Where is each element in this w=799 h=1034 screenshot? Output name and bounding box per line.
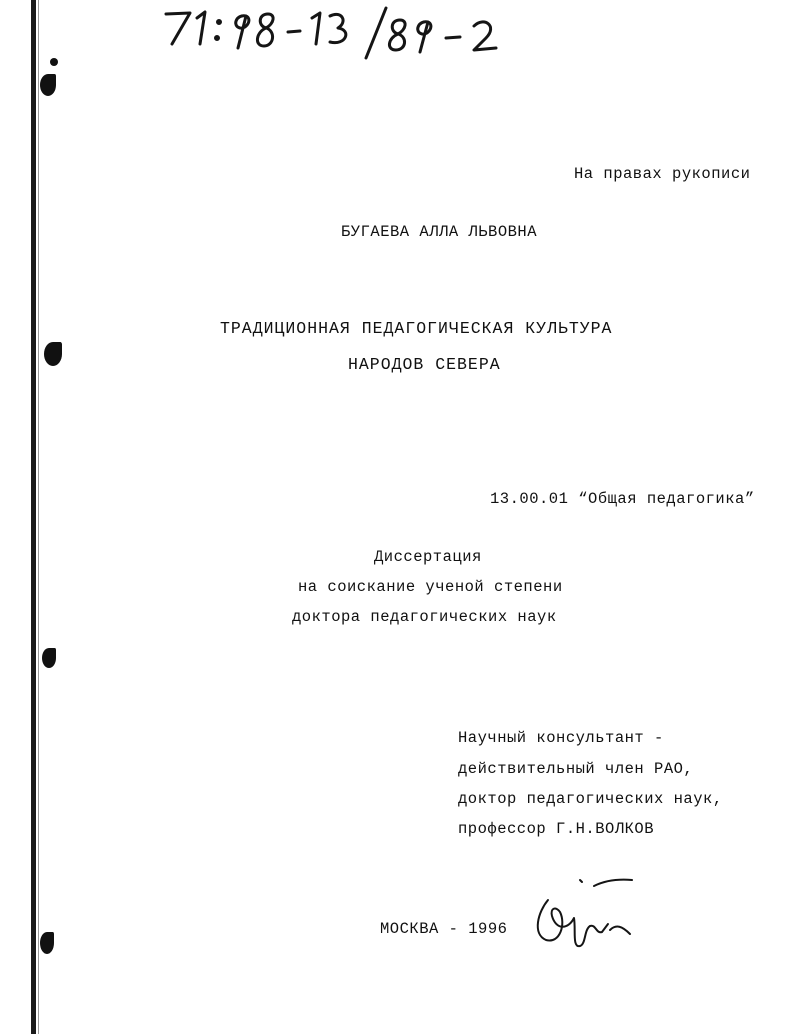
specialty-code: 13.00.01 “Общая педагогика” <box>490 490 755 508</box>
place-and-year: МОСКВА - 1996 <box>380 920 508 938</box>
consultant-name: профессор Г.Н.ВОЛКОВ <box>458 820 655 838</box>
degree-line-2: доктора педагогических наук <box>292 608 557 626</box>
consultant-membership: действительный член РАО, <box>458 760 694 778</box>
consultant-degree: доктор педагогических наук, <box>458 790 723 808</box>
dissertation-label: Диссертация <box>374 548 482 566</box>
thesis-title-line-1: ТРАДИЦИОННАЯ ПЕДАГОГИЧЕСКАЯ КУЛЬТУРА <box>220 319 613 338</box>
consultant-role: Научный консультант - <box>458 729 664 747</box>
thesis-title-line-2: НАРОДОВ СЕВЕРА <box>348 355 501 374</box>
manuscript-rights-note: На правах рукописи <box>574 165 751 183</box>
degree-line-1: на соискание ученой степени <box>298 578 563 596</box>
author-name: БУГАЕВА АЛЛА ЛЬВОВНА <box>341 223 538 241</box>
